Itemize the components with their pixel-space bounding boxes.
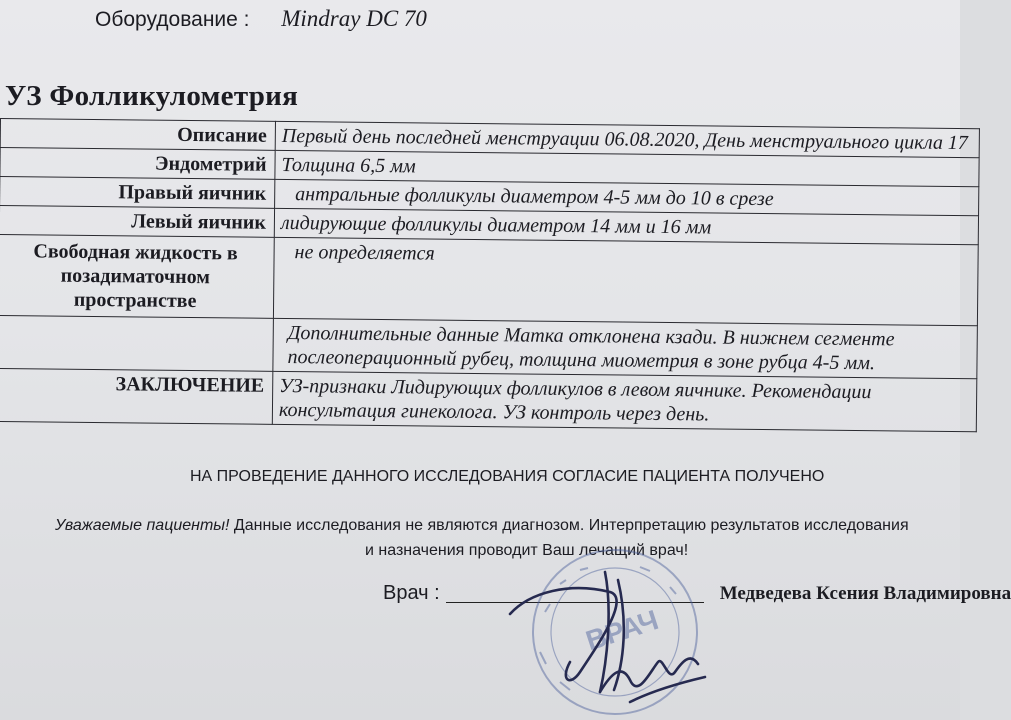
row-value: лидирующие фолликулы диаметром 14 мм и 16 мм [274,208,978,244]
signature-scribble [510,572,705,702]
row-key: Свободная жидкость в позадиматочном пространстве [0,234,274,318]
doctor-name: Медведева Ксения Владимировна [719,583,1011,604]
equipment-label: Оборудование : [95,8,250,31]
conclusion-key: ЗАКЛЮЧЕНИЕ [0,368,273,424]
notice-line-1 [55,513,955,538]
row-value: Первый день последней менструации 06.08.2020, День менструального цикла 17 [275,121,979,157]
notice-greeting: Уважаемые пациенты! [55,517,230,534]
report-table [0,118,980,432]
row-key: Описание [0,119,275,151]
table-row [0,234,978,325]
report-title: УЗ Фолликулометрия [5,80,299,112]
notice-line-2: и назначения проводит Ваш лечащий врач! [365,542,689,559]
table-row [0,368,977,431]
row-value: Толщина 6,5 мм [275,150,979,186]
row-key: Эндометрий [0,148,275,180]
conclusion-value: УЗ-признаки Лидирующих фолликулов в левом яичнике. Рекомендации консультация гинеколога. УЗ контроль через день. [272,371,977,431]
row-value: Дополнительные данные Матка отклонена кзади. В нижнем сегменте послеоперационный рубец, толщина миометрия в зоне рубца 4-5 мм. [273,318,978,378]
row-key [0,315,273,371]
row-value: не определяется [273,237,978,325]
svg-text:ВРАЧ: ВРАЧ [581,603,663,657]
stamp-and-signature [500,552,720,720]
signature-label: Врач : [383,582,440,604]
consent-text: НА ПРОВЕДЕНИЕ ДАННОГО ИССЛЕДОВАНИЯ СОГЛАСИЕ ПАЦИЕНТА ПОЛУЧЕНО [190,468,825,485]
equipment-line [95,6,427,32]
row-key: Правый яичник [0,177,275,209]
row-key: Левый яичник [0,206,275,238]
notice-text: Данные исследования не являются диагнозом. Интерпретацию результатов исследования [229,517,909,534]
row-value: антральные фолликулы диаметром 4-5 мм до 10 в срезе [275,179,979,215]
equipment-value: Mindray DC 70 [281,6,427,31]
